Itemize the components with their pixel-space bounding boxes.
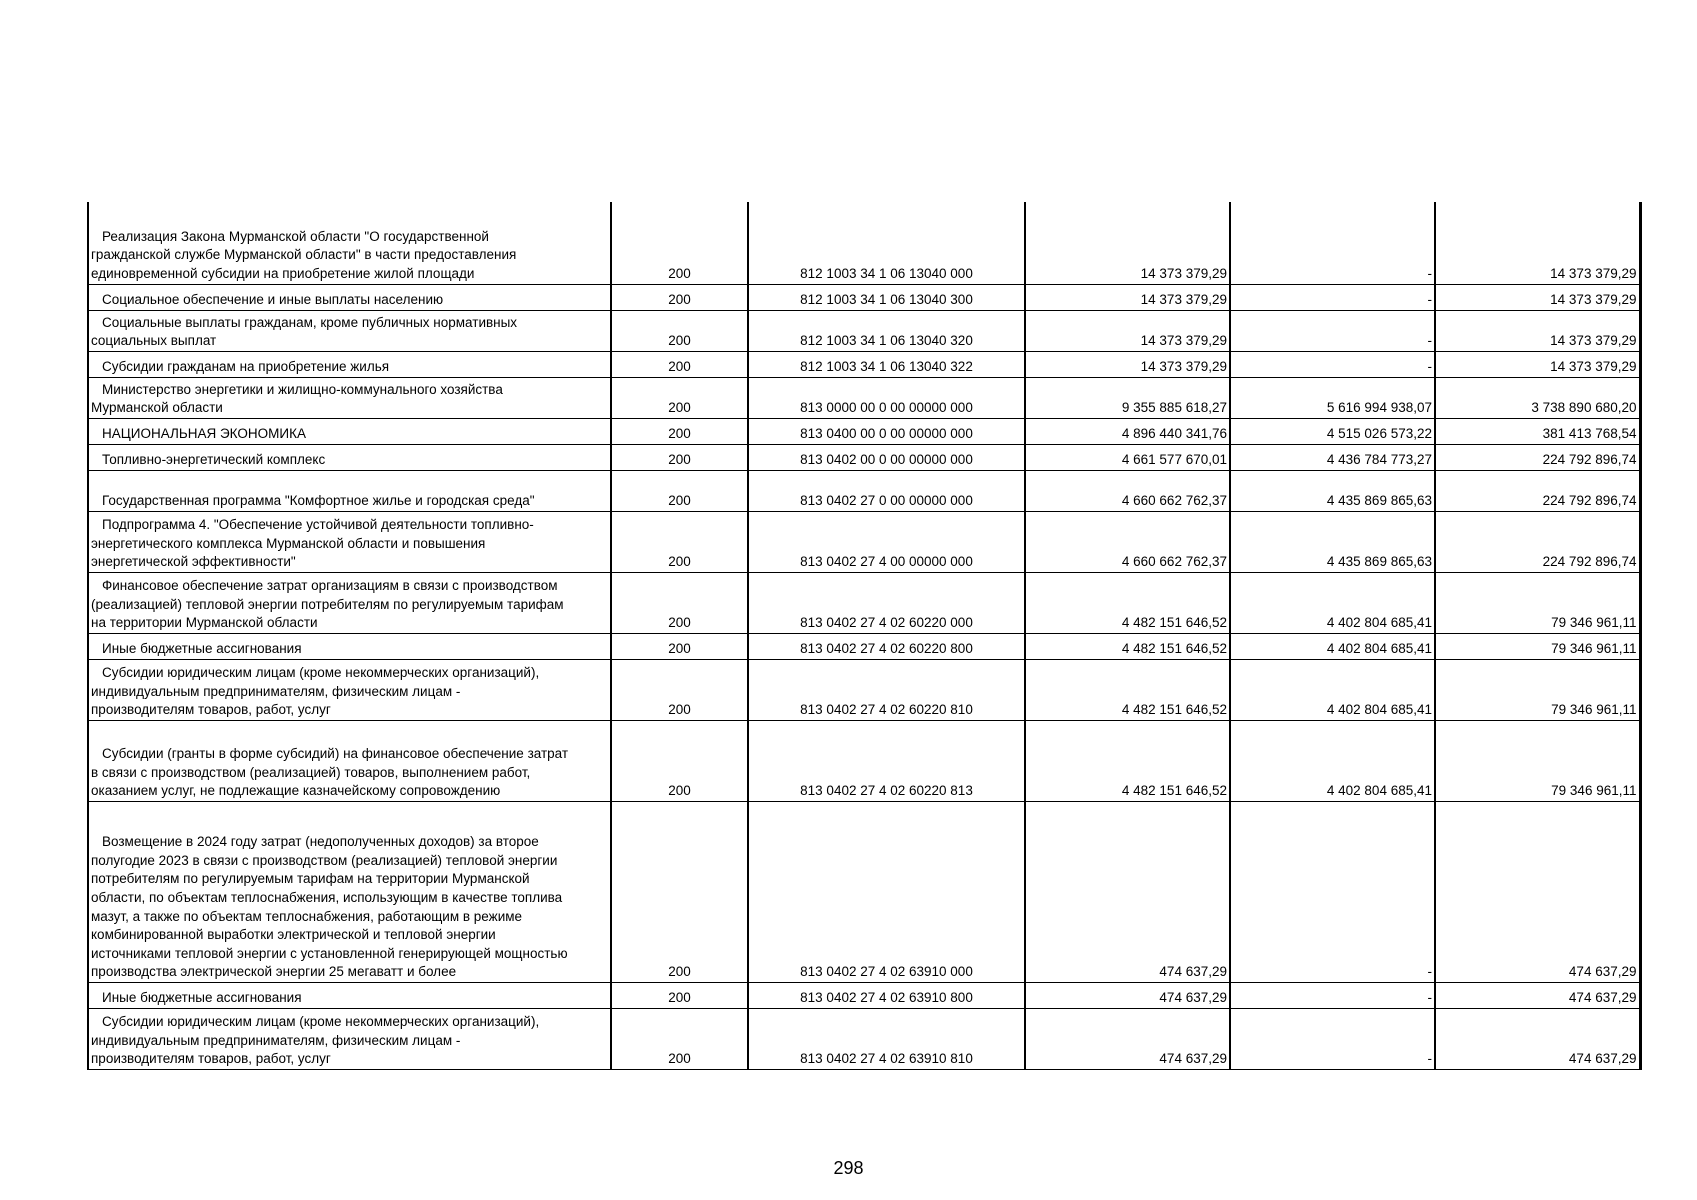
row-executed: - xyxy=(1230,202,1435,284)
table-row xyxy=(88,377,1640,418)
row-approved: 14 373 379,29 xyxy=(1025,351,1230,377)
budget-table xyxy=(87,202,1642,1070)
row-unexecuted: 224 792 896,74 xyxy=(1435,511,1640,572)
row-name-line: источниками тепловой энергии с установленной генерирующей мощностью xyxy=(91,945,568,961)
row-name xyxy=(88,444,611,470)
row-name-line: Реализация Закона Мурманской области "О государственной xyxy=(102,228,489,244)
row-budget-code: 812 1003 34 1 06 13040 322 xyxy=(748,351,1025,377)
row-approved: 14 373 379,29 xyxy=(1025,284,1230,310)
table-row xyxy=(88,659,1640,720)
row-approved: 4 482 151 646,52 xyxy=(1025,572,1230,633)
row-approved: 4 661 577 670,01 xyxy=(1025,444,1230,470)
row-unexecuted: 79 346 961,11 xyxy=(1435,633,1640,659)
row-unexecuted: 474 637,29 xyxy=(1435,1008,1640,1069)
row-name xyxy=(88,572,611,633)
row-name xyxy=(88,720,611,801)
table-row xyxy=(88,310,1640,351)
row-name-line: социальных выплат xyxy=(91,333,217,349)
row-name-line: Финансовое обеспечение затрат организациям в связи с производством xyxy=(102,578,558,594)
row-budget-code: 813 0402 00 0 00 00000 000 xyxy=(748,444,1025,470)
row-line-code: 200 xyxy=(611,310,748,351)
row-name xyxy=(88,377,611,418)
row-name-line: Социальное обеспечение и иные выплаты населению xyxy=(102,291,444,307)
row-name-line: производителям товаров, работ, услуг xyxy=(91,702,331,718)
row-unexecuted: 474 637,29 xyxy=(1435,982,1640,1008)
row-line-code: 200 xyxy=(611,572,748,633)
table-row xyxy=(88,351,1640,377)
row-executed: 4 515 026 573,22 xyxy=(1230,418,1435,444)
row-name-line: Социальные выплаты гражданам, кроме публичных нормативных xyxy=(102,314,518,330)
row-executed: 4 402 804 685,41 xyxy=(1230,720,1435,801)
row-line-code: 200 xyxy=(611,633,748,659)
row-approved: 4 482 151 646,52 xyxy=(1025,633,1230,659)
row-name-line: Топливно-энергетический комплекс xyxy=(102,452,326,468)
row-executed: 4 402 804 685,41 xyxy=(1230,659,1435,720)
row-name xyxy=(88,801,611,982)
table-row xyxy=(88,511,1640,572)
table-row xyxy=(88,633,1640,659)
row-line-code: 200 xyxy=(611,720,748,801)
row-name-line: Государственная программа "Комфортное жилье и городская среда" xyxy=(102,493,535,509)
row-budget-code: 813 0402 27 0 00 00000 000 xyxy=(748,470,1025,511)
row-line-code: 200 xyxy=(611,801,748,982)
row-name-line: полугодие 2023 в связи с производством (реализацией) тепловой энергии xyxy=(91,852,558,868)
row-executed: 4 435 869 865,63 xyxy=(1230,470,1435,511)
row-unexecuted: 79 346 961,11 xyxy=(1435,659,1640,720)
row-name xyxy=(88,470,611,511)
row-approved: 14 373 379,29 xyxy=(1025,202,1230,284)
row-approved: 4 482 151 646,52 xyxy=(1025,720,1230,801)
row-name-line: единовременной субсидии на приобретение жилой площади xyxy=(91,265,475,281)
row-name-line: области, по объектам теплоснабжения, использующим в качестве топлива xyxy=(91,889,563,905)
row-line-code: 200 xyxy=(611,202,748,284)
row-approved: 474 637,29 xyxy=(1025,982,1230,1008)
row-line-code: 200 xyxy=(611,511,748,572)
row-approved: 14 373 379,29 xyxy=(1025,310,1230,351)
row-unexecuted: 14 373 379,29 xyxy=(1435,202,1640,284)
row-unexecuted: 14 373 379,29 xyxy=(1435,351,1640,377)
row-name-line: Подпрограмма 4. "Обеспечение устойчивой деятельности топливно- xyxy=(102,517,534,533)
row-name xyxy=(88,202,611,284)
row-name-line: потребителям по регулируемым тарифам на территории Мурманской xyxy=(91,871,530,887)
row-name xyxy=(88,982,611,1008)
row-line-code: 200 xyxy=(611,982,748,1008)
row-approved: 9 355 885 618,27 xyxy=(1025,377,1230,418)
row-name-line: в связи с производством (реализацией) товаров, выполнением работ, xyxy=(91,764,531,780)
row-unexecuted: 14 373 379,29 xyxy=(1435,284,1640,310)
row-budget-code: 813 0402 27 4 02 60220 800 xyxy=(748,633,1025,659)
row-name xyxy=(88,633,611,659)
row-budget-code: 813 0402 27 4 02 60220 810 xyxy=(748,659,1025,720)
row-line-code: 200 xyxy=(611,470,748,511)
row-name xyxy=(88,310,611,351)
row-name-line: энергетической эффективности" xyxy=(91,554,296,570)
row-name-line: Возмещение в 2024 году затрат (недополученных доходов) за второе xyxy=(102,834,539,850)
row-executed: 4 436 784 773,27 xyxy=(1230,444,1435,470)
row-executed: 5 616 994 938,07 xyxy=(1230,377,1435,418)
row-budget-code: 813 0402 27 4 02 63910 810 xyxy=(748,1008,1025,1069)
row-budget-code: 813 0400 00 0 00 00000 000 xyxy=(748,418,1025,444)
row-name xyxy=(88,511,611,572)
table-row xyxy=(88,801,1640,982)
row-name-line: оказанием услуг, не подлежащие казначейскому сопровождению xyxy=(91,783,501,799)
row-name-line: комбинированной выработки электрической и тепловой энергии xyxy=(91,927,496,943)
table-row xyxy=(88,284,1640,310)
row-name-line: Мурманской области xyxy=(91,400,223,416)
table-row xyxy=(88,418,1640,444)
row-unexecuted: 79 346 961,11 xyxy=(1435,720,1640,801)
row-executed: - xyxy=(1230,310,1435,351)
table-row xyxy=(88,444,1640,470)
row-executed: 4 402 804 685,41 xyxy=(1230,633,1435,659)
row-executed: - xyxy=(1230,982,1435,1008)
row-name xyxy=(88,1008,611,1069)
row-line-code: 200 xyxy=(611,284,748,310)
row-unexecuted: 14 373 379,29 xyxy=(1435,310,1640,351)
page-number: 298 xyxy=(833,1158,864,1178)
row-name-line: индивидуальным предпринимателям, физическим лицам - xyxy=(91,1032,461,1048)
row-line-code: 200 xyxy=(611,377,748,418)
row-name-line: Иные бюджетные ассигнования xyxy=(102,641,302,657)
row-approved: 4 660 662 762,37 xyxy=(1025,470,1230,511)
row-executed: 4 402 804 685,41 xyxy=(1230,572,1435,633)
table-body xyxy=(88,202,1640,1069)
table-row xyxy=(88,202,1640,284)
row-name-line: Субсидии юридическим лицам (кроме некоммерческих организаций), xyxy=(102,1014,540,1030)
row-budget-code: 813 0402 27 4 02 60220 000 xyxy=(748,572,1025,633)
row-name-line: Министерство энергетики и жилищно-коммунального хозяйства xyxy=(102,381,503,397)
row-line-code: 200 xyxy=(611,1008,748,1069)
row-name-line: производителям товаров, работ, услуг xyxy=(91,1051,331,1067)
row-name xyxy=(88,284,611,310)
row-unexecuted: 224 792 896,74 xyxy=(1435,470,1640,511)
row-line-code: 200 xyxy=(611,351,748,377)
table-row xyxy=(88,982,1640,1008)
row-name-line: Субсидии гражданам на приобретение жилья xyxy=(102,359,390,375)
row-approved: 474 637,29 xyxy=(1025,801,1230,982)
row-approved: 4 482 151 646,52 xyxy=(1025,659,1230,720)
row-name-line: Иные бюджетные ассигнования xyxy=(102,990,302,1006)
row-budget-code: 812 1003 34 1 06 13040 000 xyxy=(748,202,1025,284)
row-executed: - xyxy=(1230,801,1435,982)
row-name-line: на территории Мурманской области xyxy=(91,615,318,631)
row-executed: - xyxy=(1230,1008,1435,1069)
row-approved: 4 660 662 762,37 xyxy=(1025,511,1230,572)
row-executed: - xyxy=(1230,351,1435,377)
row-approved: 474 637,29 xyxy=(1025,1008,1230,1069)
row-line-code: 200 xyxy=(611,444,748,470)
row-name-line: Субсидии (гранты в форме субсидий) на финансовое обеспечение затрат xyxy=(102,746,569,762)
row-name xyxy=(88,418,611,444)
row-unexecuted: 474 637,29 xyxy=(1435,801,1640,982)
row-name-line: мазут, а также по объектам теплоснабжения, работающим в режиме xyxy=(91,908,523,924)
row-name-line: производства электрической энергии 25 мегаватт и более xyxy=(91,964,457,980)
row-budget-code: 813 0402 27 4 02 63910 000 xyxy=(748,801,1025,982)
row-name-line: индивидуальным предпринимателям, физическим лицам - xyxy=(91,683,461,699)
row-unexecuted: 3 738 890 680,20 xyxy=(1435,377,1640,418)
row-name-line: гражданской службе Мурманской области" в части предоставления xyxy=(91,247,517,263)
row-unexecuted: 224 792 896,74 xyxy=(1435,444,1640,470)
row-budget-code: 812 1003 34 1 06 13040 320 xyxy=(748,310,1025,351)
row-line-code: 200 xyxy=(611,659,748,720)
row-name xyxy=(88,351,611,377)
row-unexecuted: 381 413 768,54 xyxy=(1435,418,1640,444)
row-budget-code: 813 0000 00 0 00 00000 000 xyxy=(748,377,1025,418)
table-row xyxy=(88,572,1640,633)
row-unexecuted: 79 346 961,11 xyxy=(1435,572,1640,633)
row-name-line: (реализацией) тепловой энергии потребителям по регулируемым тарифам xyxy=(91,596,564,612)
row-name-line: НАЦИОНАЛЬНАЯ ЭКОНОМИКА xyxy=(102,426,306,442)
row-line-code: 200 xyxy=(611,418,748,444)
table-row xyxy=(88,1008,1640,1069)
row-budget-code: 813 0402 27 4 02 63910 800 xyxy=(748,982,1025,1008)
table-row xyxy=(88,720,1640,801)
row-name-line: Субсидии юридическим лицам (кроме некоммерческих организаций), xyxy=(102,665,540,681)
row-name xyxy=(88,659,611,720)
row-budget-code: 812 1003 34 1 06 13040 300 xyxy=(748,284,1025,310)
row-executed: - xyxy=(1230,284,1435,310)
row-budget-code: 813 0402 27 4 02 60220 813 xyxy=(748,720,1025,801)
row-executed: 4 435 869 865,63 xyxy=(1230,511,1435,572)
row-budget-code: 813 0402 27 4 00 00000 000 xyxy=(748,511,1025,572)
row-approved: 4 896 440 341,76 xyxy=(1025,418,1230,444)
table-row xyxy=(88,470,1640,511)
row-name-line: энергетического комплекса Мурманской области и повышения xyxy=(91,535,486,551)
